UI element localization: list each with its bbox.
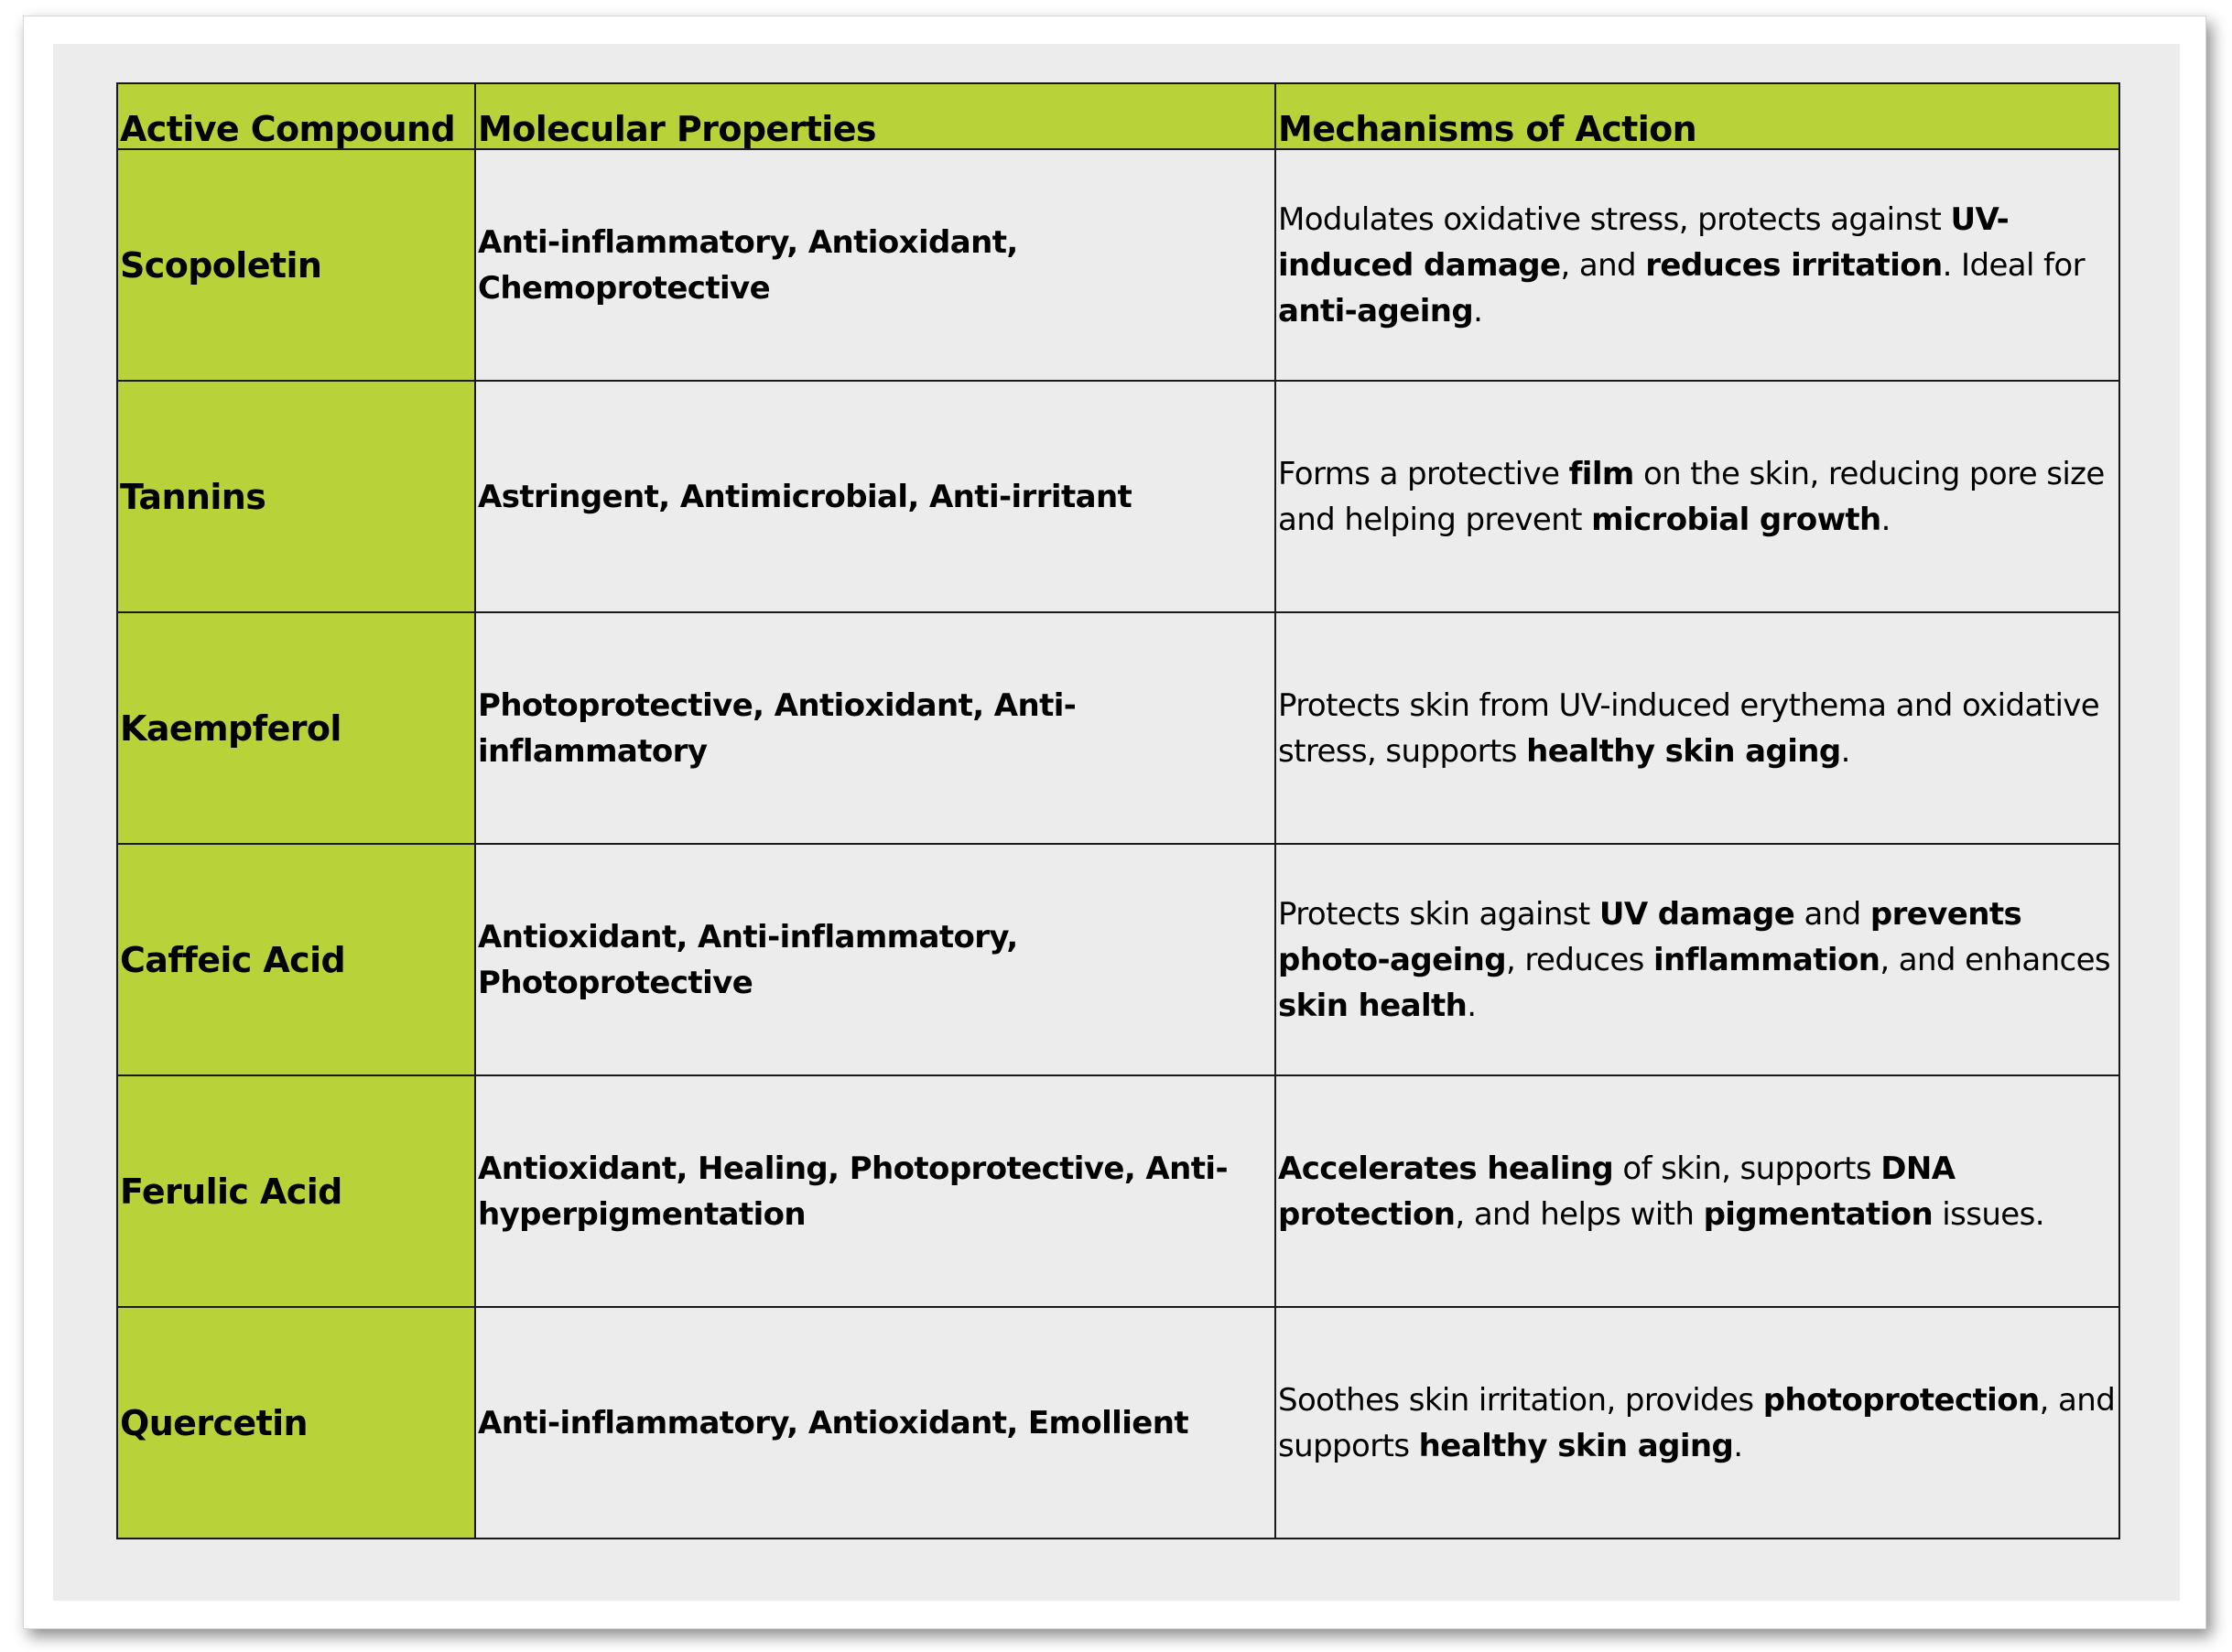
compound-name: Scopoletin [117, 149, 475, 381]
mechanism-of-action: Protects skin from UV-induced erythema and oxidative stress, supports healthy skin aging. [1275, 612, 2119, 844]
compound-name: Tannins [117, 381, 475, 612]
table-row-tannins [117, 381, 2119, 612]
active-compounds-table [116, 82, 2120, 1539]
header-active-compound: Active Compound [117, 83, 475, 149]
mechanism-of-action: Protects skin against UV damage and prevents photo-ageing, reduces inflammation, and enhances skin health. [1275, 844, 2119, 1075]
molecular-properties: Anti-inflammatory, Antioxidant, Chemoprotective [475, 149, 1275, 381]
mechanism-of-action: Soothes skin irritation, provides photoprotection, and supports healthy skin aging. [1275, 1307, 2119, 1539]
table-row-kaempferol [117, 612, 2119, 844]
mechanism-of-action: Forms a protective film on the skin, reducing pore size and helping prevent microbial growth. [1275, 381, 2119, 612]
table-row-caffeic-acid [117, 844, 2119, 1075]
header-row [117, 83, 2119, 149]
table-row-scopoletin [117, 149, 2119, 381]
molecular-properties: Anti-inflammatory, Antioxidant, Emollient [475, 1307, 1275, 1539]
header-mechanisms-of-action: Mechanisms of Action [1275, 83, 2119, 149]
compound-name: Caffeic Acid [117, 844, 475, 1075]
molecular-properties: Antioxidant, Anti-inflammatory, Photoprotective [475, 844, 1275, 1075]
mechanism-of-action: Modulates oxidative stress, protects against UV-induced damage, and reduces irritation. Ideal for anti-ageing. [1275, 149, 2119, 381]
compound-name: Kaempferol [117, 612, 475, 844]
molecular-properties: Antioxidant, Healing, Photoprotective, Anti-hyperpigmentation [475, 1075, 1275, 1307]
mechanism-of-action: Accelerates healing of skin, supports DNA protection, and helps with pigmentation issues. [1275, 1075, 2119, 1307]
molecular-properties: Astringent, Antimicrobial, Anti-irritant [475, 381, 1275, 612]
compound-name: Quercetin [117, 1307, 475, 1539]
molecular-properties: Photoprotective, Antioxidant, Anti-inflammatory [475, 612, 1275, 844]
table-row-quercetin [117, 1307, 2119, 1539]
header-molecular-properties: Molecular Properties [475, 83, 1275, 149]
table-row-ferulic-acid [117, 1075, 2119, 1307]
compound-name: Ferulic Acid [117, 1075, 475, 1307]
